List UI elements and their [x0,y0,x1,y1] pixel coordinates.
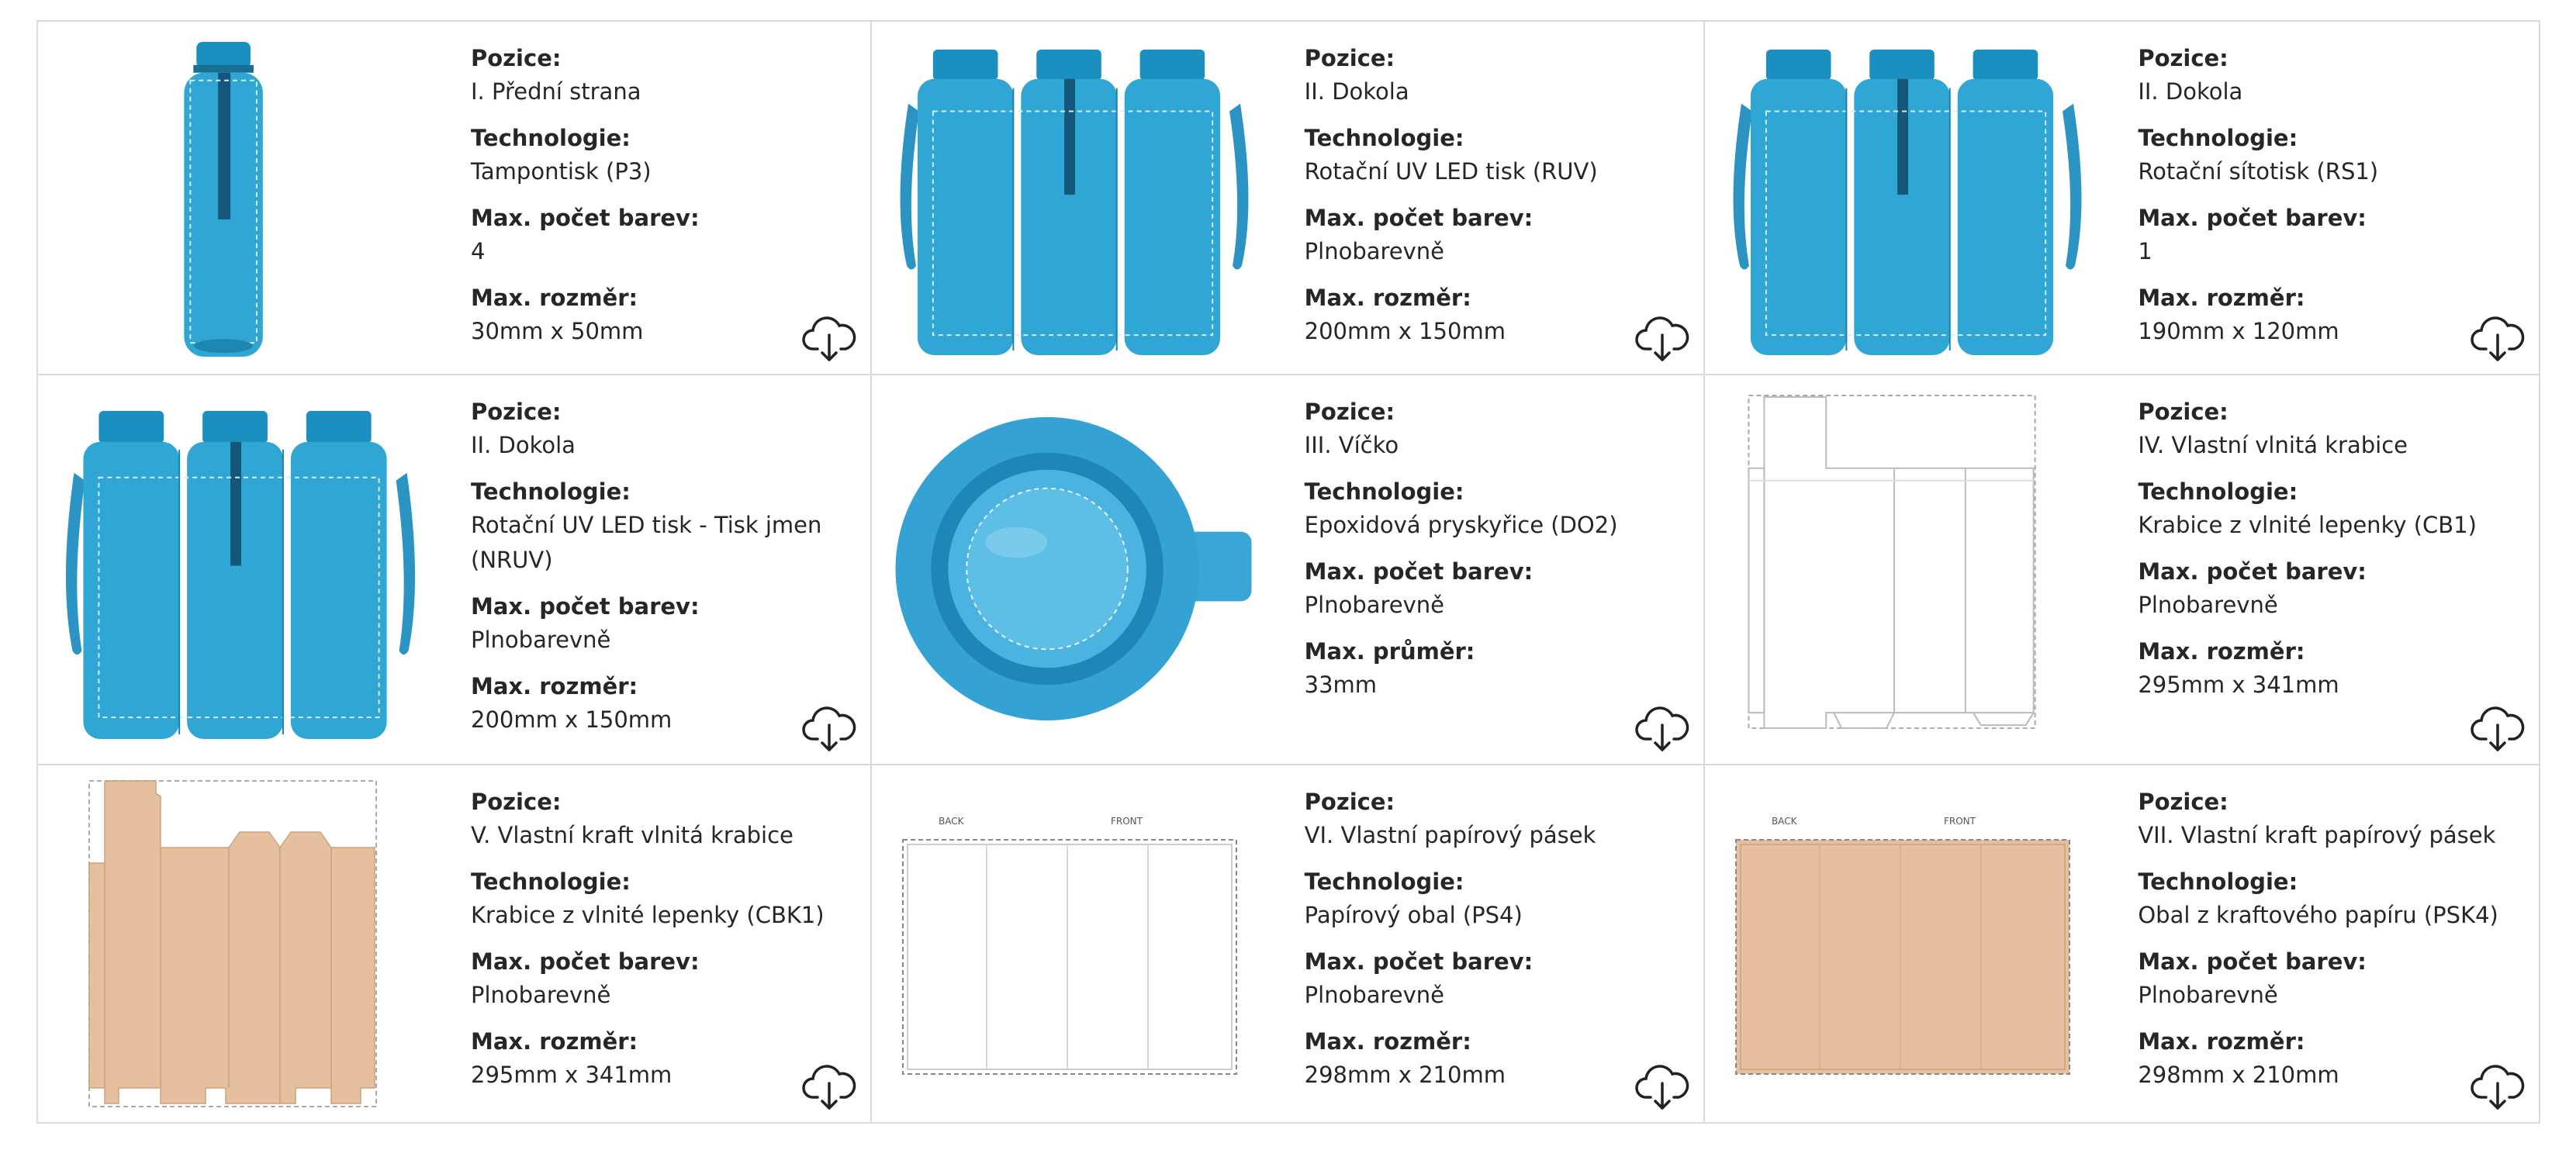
cloud-download-icon [2471,315,2525,363]
max-diameter-label: Max. průměr: [1304,638,1475,665]
position-value: II. Dokola [471,432,576,458]
max-colors-label: Max. počet barev: [2138,948,2367,975]
max-colors-label: Max. počet barev: [1304,205,1533,231]
technology-value: Tampontisk (P3) [471,158,652,185]
cloud-download-icon [1635,1063,1689,1111]
max-size-value: 295mm x 341mm [471,1062,673,1088]
technology-value: Rotační UV LED tisk - Tisk jmen (NRUV) [471,512,822,573]
max-colors-label: Max. počet barev: [471,593,700,620]
product-image-bottle-around [1717,34,2097,361]
print-option-card [38,375,872,765]
sleeve-back-label: BACK [938,816,964,827]
product-image-sleeve-white [884,778,1264,1110]
max-size-value: 200mm x 150mm [471,706,673,733]
max-colors-label: Max. počet barev: [2138,558,2367,585]
download-button[interactable] [2471,1063,2525,1111]
technology-value: Rotační sítotisk (RS1) [2138,158,2379,185]
position-value: VI. Vlastní papírový pásek [1304,822,1596,848]
technology-label: Technologie: [471,869,631,895]
position-label: Pozice: [1304,399,1395,425]
print-option-card [1705,22,2539,375]
product-image-box-kraft [50,778,430,1110]
technology-label: Technologie: [471,478,631,505]
cloud-download-icon [2471,1063,2525,1111]
cloud-download-icon [802,705,856,753]
cloud-download-icon [802,1063,856,1111]
sleeve-front-label: FRONT [1110,816,1143,827]
sleeve-back-label: BACK [1772,816,1797,827]
download-button[interactable] [1635,705,1689,753]
technology-label: Technologie: [2138,125,2298,151]
position-value: II. Dokola [1304,78,1409,105]
print-option-card [38,22,872,375]
technology-label: Technologie: [2138,478,2298,505]
position-label: Pozice: [1304,45,1395,71]
max-colors-value: Plnobarevně [1304,238,1445,264]
print-option-card [872,22,1706,375]
max-size-value: 298mm x 210mm [1304,1062,1506,1088]
product-image-sleeve-kraft [1717,778,2097,1110]
position-label: Pozice: [1304,789,1395,815]
position-value: II. Dokola [2138,78,2243,105]
max-diameter-value: 33mm [1304,672,1378,698]
position-label: Pozice: [2138,789,2228,815]
max-colors-label: Max. počet barev: [471,948,700,975]
sleeve-front-label: FRONT [1944,816,1976,827]
download-button[interactable] [1635,1063,1689,1111]
print-option-card [1705,375,2539,765]
technology-value: Rotační UV LED tisk (RUV) [1304,158,1598,185]
max-colors-label: Max. počet barev: [1304,558,1533,585]
download-button[interactable] [802,705,856,753]
cloud-download-icon [1635,315,1689,363]
print-option-card [38,765,872,1122]
download-button[interactable] [802,1063,856,1111]
max-size-value: 298mm x 210mm [2138,1062,2339,1088]
position-value: III. Víčko [1304,432,1399,458]
max-colors-label: Max. počet barev: [471,205,700,231]
max-colors-label: Max. počet barev: [2138,205,2367,231]
technology-label: Technologie: [1304,869,1464,895]
max-size-label: Max. rozměr: [2138,285,2305,311]
position-label: Pozice: [2138,45,2228,71]
position-label: Pozice: [471,399,562,425]
max-colors-value: Plnobarevně [2138,982,2278,1008]
max-size-value: 295mm x 341mm [2138,672,2339,698]
download-button[interactable] [802,315,856,363]
cloud-download-icon [2471,705,2525,753]
product-image-bottle-front [50,34,430,361]
print-option-card [872,375,1706,765]
max-colors-value: 1 [2138,238,2152,264]
technology-value: Krabice z vlnité lepenky (CBK1) [471,902,825,928]
print-option-card [1705,765,2539,1122]
print-options-grid [36,20,2540,1124]
max-size-label: Max. rozměr: [2138,638,2305,665]
max-size-label: Max. rozměr: [2138,1028,2305,1055]
cloud-download-icon [1635,705,1689,753]
technology-label: Technologie: [1304,478,1464,505]
position-label: Pozice: [2138,399,2228,425]
position-value: V. Vlastní kraft vlnitá krabice [471,822,794,848]
position-value: IV. Vlastní vlnitá krabice [2138,432,2408,458]
technology-label: Technologie: [2138,869,2298,895]
print-option-card [872,765,1706,1122]
technology-value: Epoxidová pryskyřice (DO2) [1304,512,1618,538]
technology-value: Obal z kraftového papíru (PSK4) [2138,902,2498,928]
max-colors-value: Plnobarevně [471,982,611,1008]
download-button[interactable] [1635,315,1689,363]
max-colors-value: Plnobarevně [1304,982,1445,1008]
product-image-box-white [1717,388,2097,751]
product-image-bottle-around [50,388,430,751]
max-colors-value: Plnobarevně [2138,592,2278,618]
technology-label: Technologie: [471,125,631,151]
product-image-bottle-around [884,34,1264,361]
max-colors-value: Plnobarevně [471,627,611,653]
download-button[interactable] [2471,705,2525,753]
position-value: VII. Vlastní kraft papírový pásek [2138,822,2496,848]
max-size-label: Max. rozměr: [471,285,638,311]
position-label: Pozice: [471,789,562,815]
position-value: I. Přední strana [471,78,641,105]
max-colors-value: Plnobarevně [1304,592,1445,618]
technology-label: Technologie: [1304,125,1464,151]
cloud-download-icon [802,315,856,363]
max-size-label: Max. rozměr: [471,673,638,699]
technology-value: Krabice z vlnité lepenky (CB1) [2138,512,2477,538]
max-colors-label: Max. počet barev: [1304,948,1533,975]
position-label: Pozice: [471,45,562,71]
max-size-label: Max. rozměr: [471,1028,638,1055]
max-size-label: Max. rozměr: [1304,285,1471,311]
max-size-value: 200mm x 150mm [1304,318,1506,344]
max-colors-value: 4 [471,238,486,264]
max-size-label: Max. rozměr: [1304,1028,1471,1055]
technology-value: Papírový obal (PS4) [1304,902,1523,928]
max-size-value: 190mm x 120mm [2138,318,2339,344]
download-button[interactable] [2471,315,2525,363]
max-size-value: 30mm x 50mm [471,318,644,344]
product-image-bottle-lid [884,388,1264,751]
